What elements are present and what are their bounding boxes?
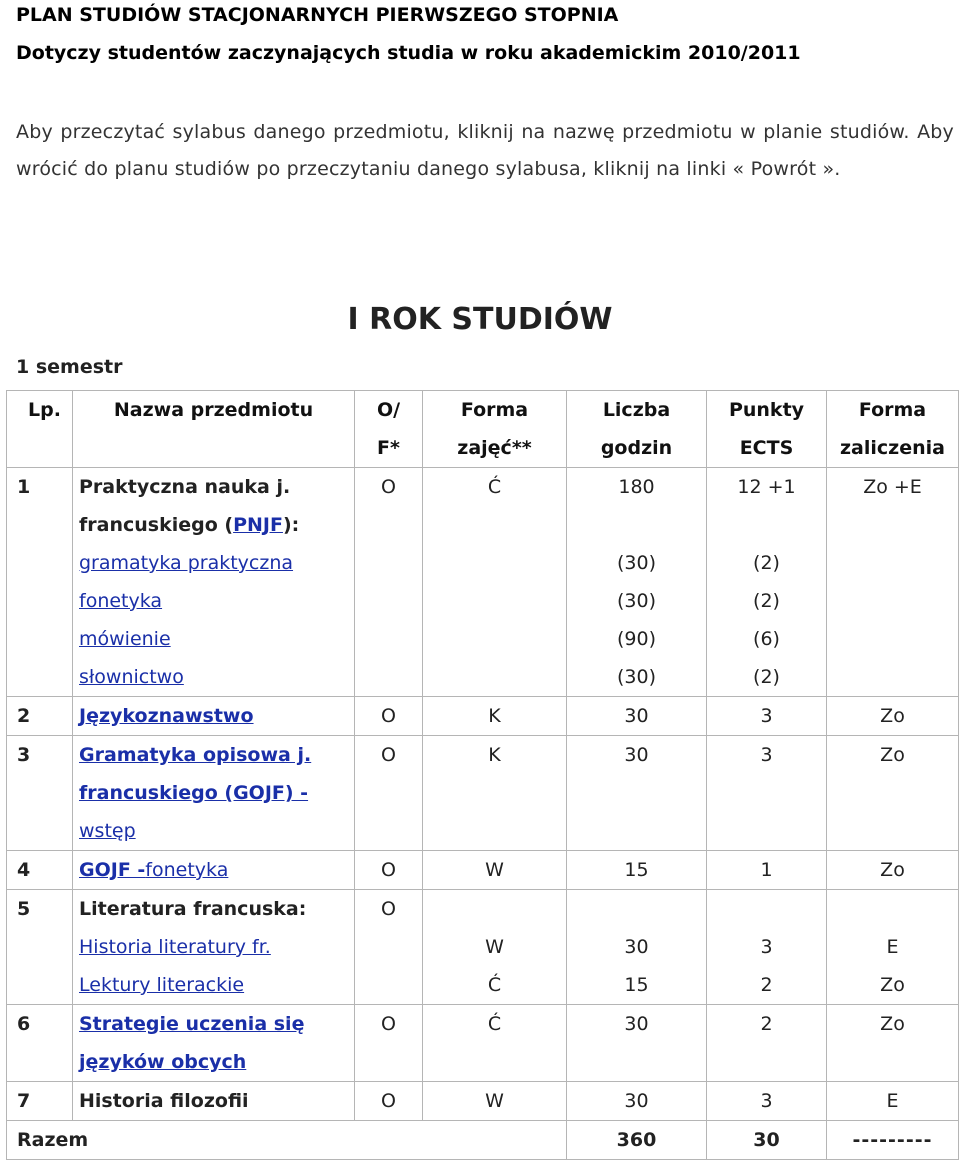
ects-cell: 3 2 [707, 890, 827, 1005]
table-row [7, 851, 959, 890]
subject-cell [73, 890, 355, 1005]
hours-cell: 30 [567, 697, 707, 736]
zaliczenie-cell: Zo [827, 736, 959, 851]
table-row [7, 468, 959, 697]
forma-cell: Ć [423, 1005, 567, 1082]
subject-cell [73, 697, 355, 736]
table-row [7, 697, 959, 736]
subject-cell [73, 468, 355, 697]
row-number: 1 [7, 468, 73, 697]
header-name: Nazwa przedmiotu [73, 391, 355, 468]
table-header-row [7, 391, 959, 468]
zaliczenie-cell: Zo [827, 1005, 959, 1082]
header-forma: Forma zajęć** [423, 391, 567, 468]
subject-link-gojf[interactable]: Gramatyka opisowa j. [79, 744, 312, 766]
of-cell: O [355, 851, 423, 890]
hours-cell: 15 [567, 851, 707, 890]
forma-cell: K [423, 736, 567, 851]
semester-label: 1 semestr [16, 356, 123, 378]
of-cell: O [355, 1005, 423, 1082]
subject-name: Historia filozofii [73, 1082, 355, 1121]
subject-link-gojf-fonetyka[interactable]: GOJF -fonetyka [79, 859, 229, 881]
subject-link-gojf-cont[interactable]: francuskiego (GOJF) - [79, 782, 309, 804]
zaliczenie-cell: Zo +E [827, 468, 959, 697]
header-of: O/ F* [355, 391, 423, 468]
forma-cell: Ć [423, 468, 567, 697]
subject-cell [73, 736, 355, 851]
hours-cell: 30 15 [567, 890, 707, 1005]
study-plan-table [6, 390, 959, 1160]
table-row [7, 1005, 959, 1082]
forma-cell: K [423, 697, 567, 736]
subject-link-strategie-cont[interactable]: języków obcych [79, 1051, 247, 1073]
row-number: 3 [7, 736, 73, 851]
of-cell: O [355, 1082, 423, 1121]
subject-link-slownictwo[interactable]: słownictwo [79, 666, 184, 688]
intro-paragraph: Aby przeczytać sylabus danego przedmiotu, kliknij na nazwę przedmiotu w planie studiów. Aby wrócić do planu studiów po przeczytaniu danego sylabusa, kliknij na linki « Powrót ». [16, 121, 954, 180]
zaliczenie-cell: E Zo [827, 890, 959, 1005]
hours-cell: 30 [567, 1082, 707, 1121]
page-subtitle: Dotyczy studentów zaczynających studia w roku akademickim 2010/2011 [16, 42, 801, 64]
subject-link-mowienie[interactable]: mówienie [79, 628, 171, 650]
header-ects: Punkty ECTS [707, 391, 827, 468]
row-number: 5 [7, 890, 73, 1005]
subject-link-historia-literatury[interactable]: Historia literatury fr. [79, 936, 271, 958]
ects-cell: 3 [707, 697, 827, 736]
subject-cell [73, 1005, 355, 1082]
of-cell: O [355, 468, 423, 697]
zaliczenie-cell: E [827, 1082, 959, 1121]
forma-cell: W Ć [423, 890, 567, 1005]
subject-link-strategie[interactable]: Strategie uczenia się [79, 1013, 305, 1035]
subject-link-fonetyka[interactable]: fonetyka [79, 590, 163, 612]
table-row [7, 890, 959, 1005]
hours-cell: 30 [567, 1005, 707, 1082]
total-label: Razem [7, 1121, 567, 1160]
header-liczba: Liczba godzin [567, 391, 707, 468]
hours-cell: 180 (30) (30) (90) (30) [567, 468, 707, 697]
total-hours: 360 [567, 1121, 707, 1160]
header-lp: Lp. [7, 391, 73, 468]
ects-cell: 1 [707, 851, 827, 890]
zaliczenie-cell: Zo [827, 697, 959, 736]
subject-link-jezykoznawstwo[interactable]: Językoznawstwo [79, 705, 254, 727]
forma-cell: W [423, 1082, 567, 1121]
subject-link-lektury[interactable]: Lektury literackie [79, 974, 245, 996]
subject-name: Literatura francuska: [79, 898, 307, 920]
page-title: PLAN STUDIÓW STACJONARNYCH PIERWSZEGO STOPNIA [16, 4, 619, 26]
total-ects: 30 [707, 1121, 827, 1160]
total-row [7, 1121, 959, 1160]
total-zaliczenie: --------- [827, 1121, 959, 1160]
table-row [7, 736, 959, 851]
ects-cell: 12 +1 (2) (2) (6) (2) [707, 468, 827, 697]
forma-cell: W [423, 851, 567, 890]
zaliczenie-cell: Zo [827, 851, 959, 890]
row-number: 2 [7, 697, 73, 736]
subject-name: Praktyczna nauka j. [79, 476, 291, 498]
table-row [7, 1082, 959, 1121]
of-cell: O [355, 890, 423, 1005]
row-number: 4 [7, 851, 73, 890]
subject-link-gramatyka[interactable]: gramatyka praktyczna [79, 552, 294, 574]
subject-name-cont: francuskiego (PNJF): [79, 514, 300, 536]
ects-cell: 2 [707, 1005, 827, 1082]
ects-cell: 3 [707, 736, 827, 851]
header-zaliczenie: Forma zaliczenia [827, 391, 959, 468]
pnjf-link[interactable]: PNJF [233, 514, 283, 536]
year-heading: I ROK STUDIÓW [347, 302, 613, 337]
hours-cell: 30 [567, 736, 707, 851]
subject-cell [73, 851, 355, 890]
row-number: 7 [7, 1082, 73, 1121]
of-cell: O [355, 697, 423, 736]
subject-link-wstep[interactable]: wstęp [79, 820, 136, 842]
of-cell: O [355, 736, 423, 851]
row-number: 6 [7, 1005, 73, 1082]
ects-cell: 3 [707, 1082, 827, 1121]
